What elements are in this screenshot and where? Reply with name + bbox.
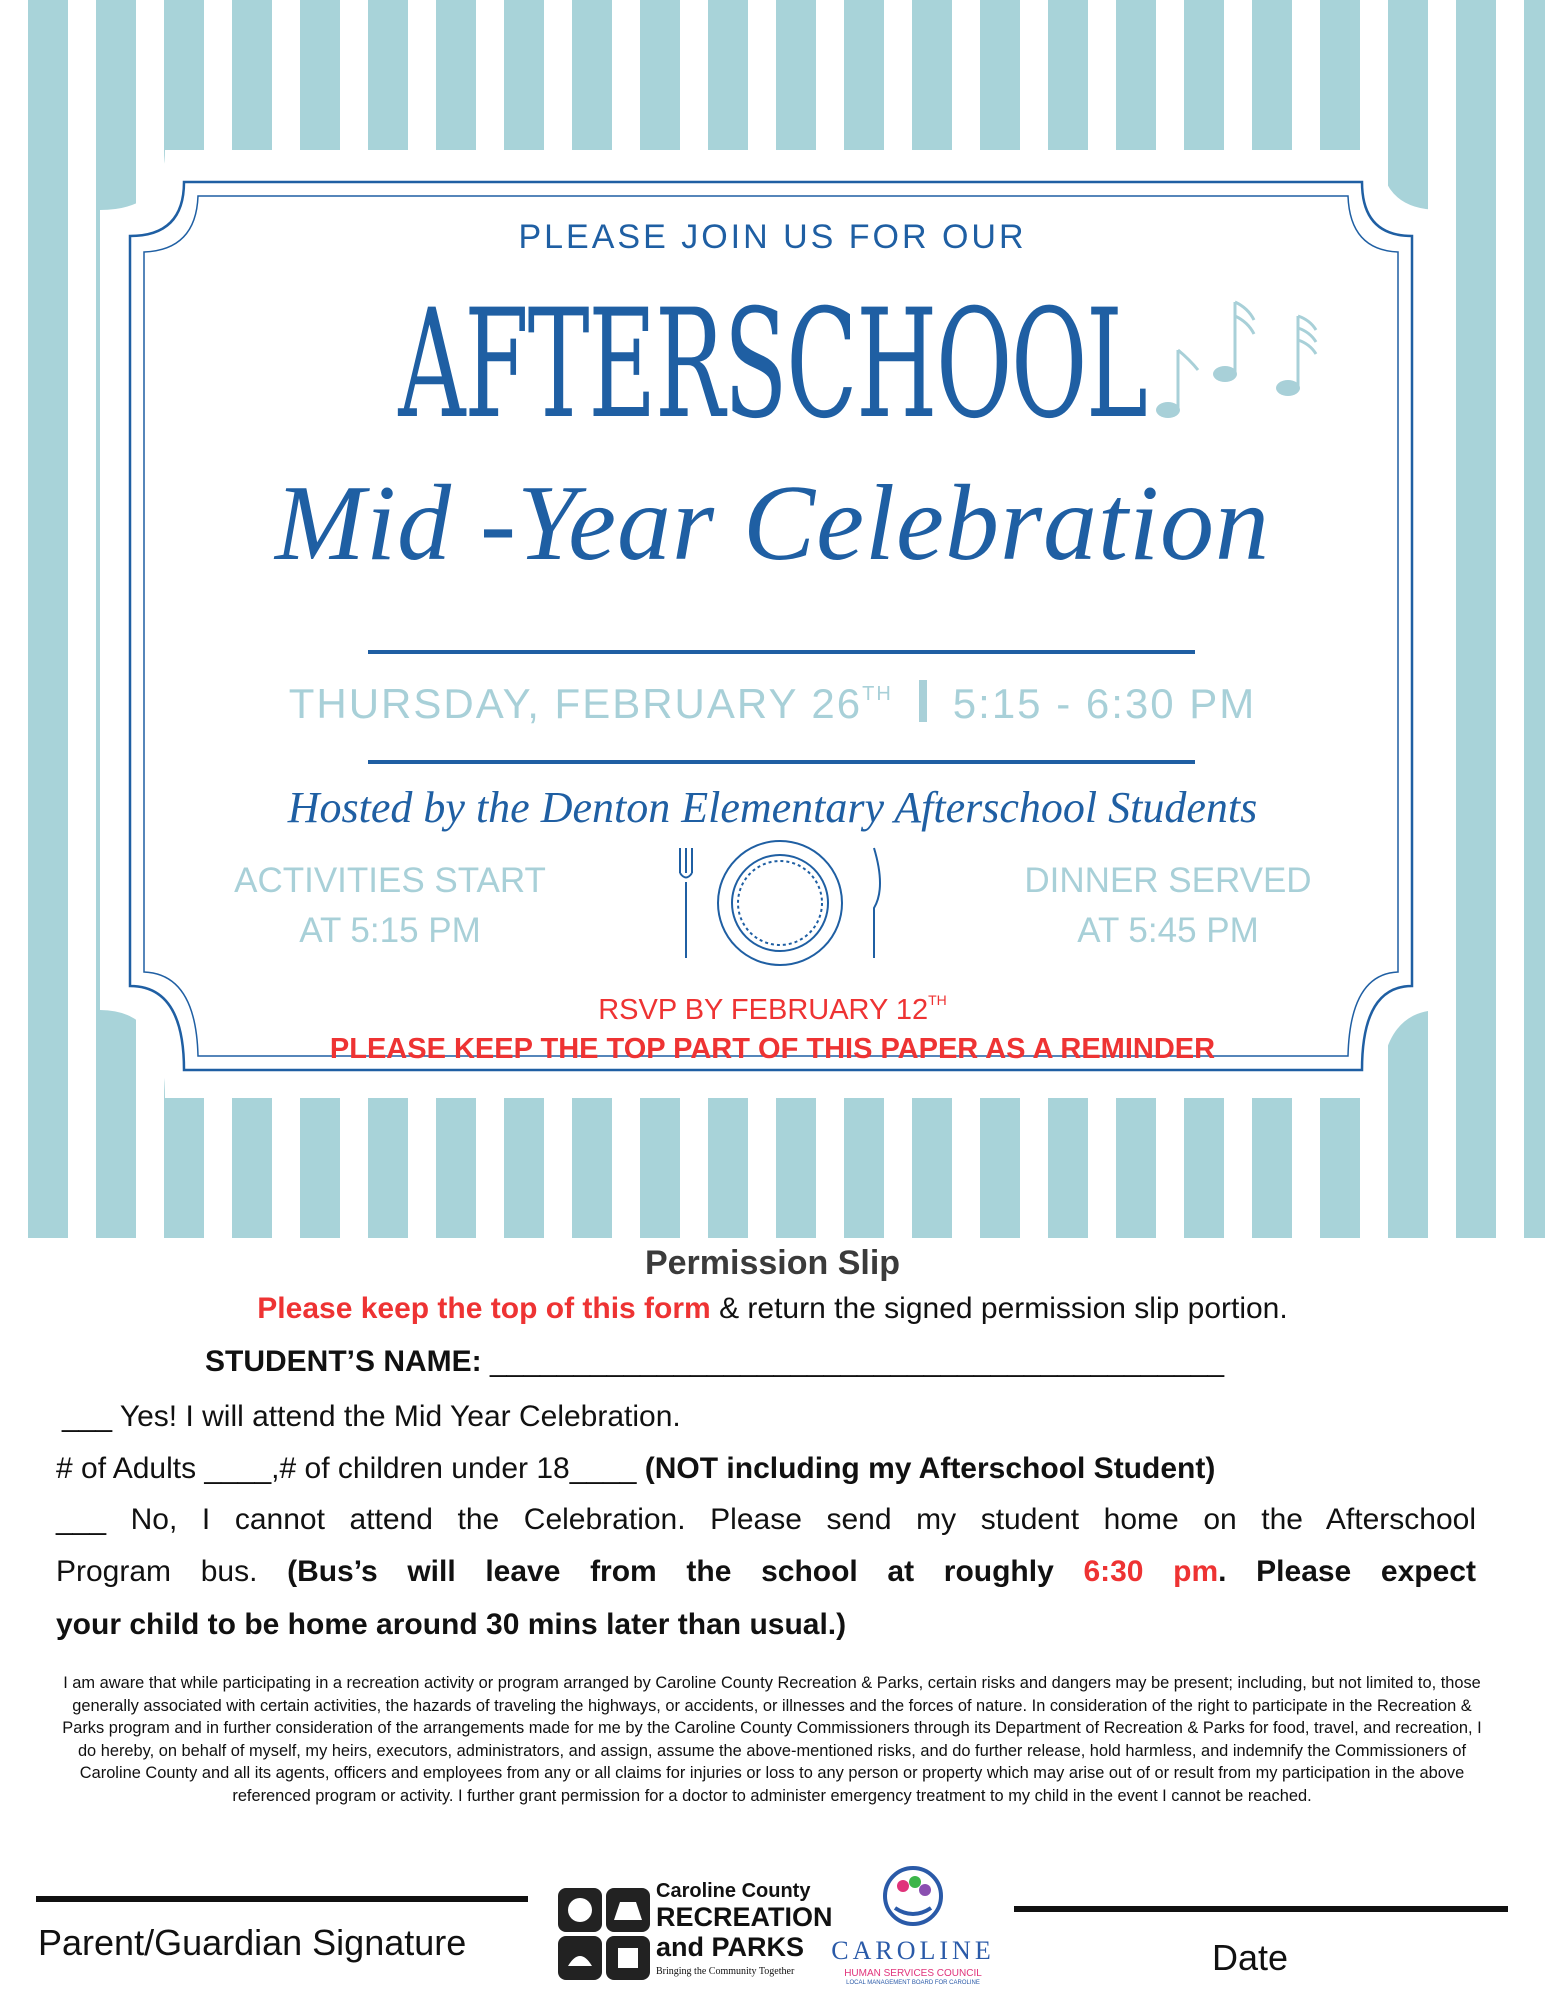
bus-note-end: . Please expect [1218, 1555, 1476, 1588]
rsvp-deadline [0, 992, 1545, 1027]
permission-slip-title: Permission Slip [644, 1244, 901, 1282]
bus-note-start: Program bus. [56, 1555, 288, 1588]
bus-departure-time: 6:30 pm [1083, 1555, 1219, 1588]
rec-parks-tagline: Bringing the Community Together [656, 1966, 795, 1977]
caroline-hsc-emblem-icon [881, 1862, 945, 1926]
attendee-counts-note: (NOT including my Afterschool Student) [644, 1452, 1216, 1485]
date-line[interactable] [1014, 1906, 1508, 1912]
activities-start [180, 856, 600, 956]
signature-label: Parent/Guardian Signature [38, 1922, 467, 1963]
invite-title: AFTERSCHOOL [398, 278, 1147, 452]
invite-subtitle: Mid -Year Celebration [274, 464, 1270, 583]
bus-note [56, 1555, 1476, 1589]
instruction-red: Please keep the top of this form [257, 1292, 711, 1325]
student-name-label: STUDENT’S NAME: [205, 1345, 490, 1378]
slip-instruction [0, 1292, 1545, 1326]
keep-reminder-notice: PLEASE KEEP THE TOP PART OF THIS PAPER AS A REMINDER [329, 1033, 1216, 1065]
attendee-counts-text[interactable]: # of Adults ____,# of children under 18____ [56, 1452, 645, 1485]
date-label: Date [1212, 1937, 1289, 1978]
bus-note-bold: (Bus’s will leave from the school at roughly [287, 1555, 1084, 1588]
signature-line[interactable] [36, 1896, 528, 1902]
event-date: THURSDAY, FEBRUARY 26 [288, 680, 863, 727]
attendee-counts[interactable] [56, 1452, 1476, 1486]
rec-parks-line-3: and PARKS [656, 1932, 805, 1962]
caroline-hsc-line-3: LOCAL MANAGEMENT BOARD FOR CAROLINE [846, 1980, 980, 1986]
hosted-by: Hosted by the Denton Elementary Afterschool Students [287, 783, 1258, 832]
event-date-suffix: TH [862, 683, 893, 705]
yes-attend-option[interactable]: ___ Yes! I will attend the Mid Year Celebration. [62, 1400, 681, 1433]
rec-parks-emblem-icon [556, 1886, 652, 1982]
liability-waiver: I am aware that while participating in a recreation activity or program arranged by Caroline County Recreation & Parks, certain risks and dangers may be present; including, but not limited to, those generally associated with certain activities, the hazards of traveling the highways, or accidents, or illnesses and the forces of nature. In consideration of the right to participate in the Recreation & Parks program and in further consideration of the arrangements made for me by the Caroline County Commissioners through its Department of Recreation & Parks for food, travel, and recreation, I do hereby, on behalf of myself, my heirs, executors, administrators, and assign, assume the above-mentioned risks, and do further release, hold harmless, and indemnify the Commissioners of Caroline County and all its agents, officers and employees from any or all claims for injuries or loss to any person or property which may arise out of or result from my participation in the above referenced program or activity. I further grant permission for a doctor to administer emergency treatment to my child in the event I cannot be reached. [62, 1674, 1482, 1805]
dinner-served [958, 856, 1378, 956]
event-date-time [0, 680, 1545, 728]
caroline-hsc-name: CAROLINE [831, 1936, 995, 1965]
rec-parks-line-1: Caroline County [656, 1880, 811, 1902]
caroline-hsc-line-2: HUMAN SERVICES COUNCIL [844, 1968, 982, 1979]
rec-parks-logo [556, 1880, 833, 1990]
rsvp-suffix: TH [928, 992, 947, 1008]
activities-line-2: AT 5:15 PM [299, 911, 481, 950]
student-name-field[interactable] [205, 1345, 1545, 1379]
dinner-line-1: DINNER SERVED [1024, 861, 1312, 900]
rec-parks-line-2: RECREATION [656, 1902, 833, 1932]
dinner-line-2: AT 5:45 PM [1077, 911, 1259, 950]
caroline-hsc-logo [828, 1862, 998, 1992]
activities-line-1: ACTIVITIES START [234, 861, 546, 900]
rsvp-text: RSVP BY FEBRUARY 12 [598, 994, 929, 1026]
plate-and-cutlery-icon [660, 818, 900, 968]
date-separator [919, 680, 927, 722]
bus-arrival-note: your child to be home around 30 mins later than usual.) [56, 1608, 847, 1641]
event-time: 5:15 - 6:30 PM [952, 680, 1257, 727]
no-attend-option[interactable]: ___ No, I cannot attend the Celebration. Please send my student home on the Afterschool [56, 1503, 1476, 1536]
instruction-rest: & return the signed permission slip portion. [710, 1292, 1288, 1325]
student-name-blank[interactable]: ____________________________________________ [490, 1345, 1225, 1378]
invite-intro: PLEASE JOIN US FOR OUR [518, 218, 1027, 256]
